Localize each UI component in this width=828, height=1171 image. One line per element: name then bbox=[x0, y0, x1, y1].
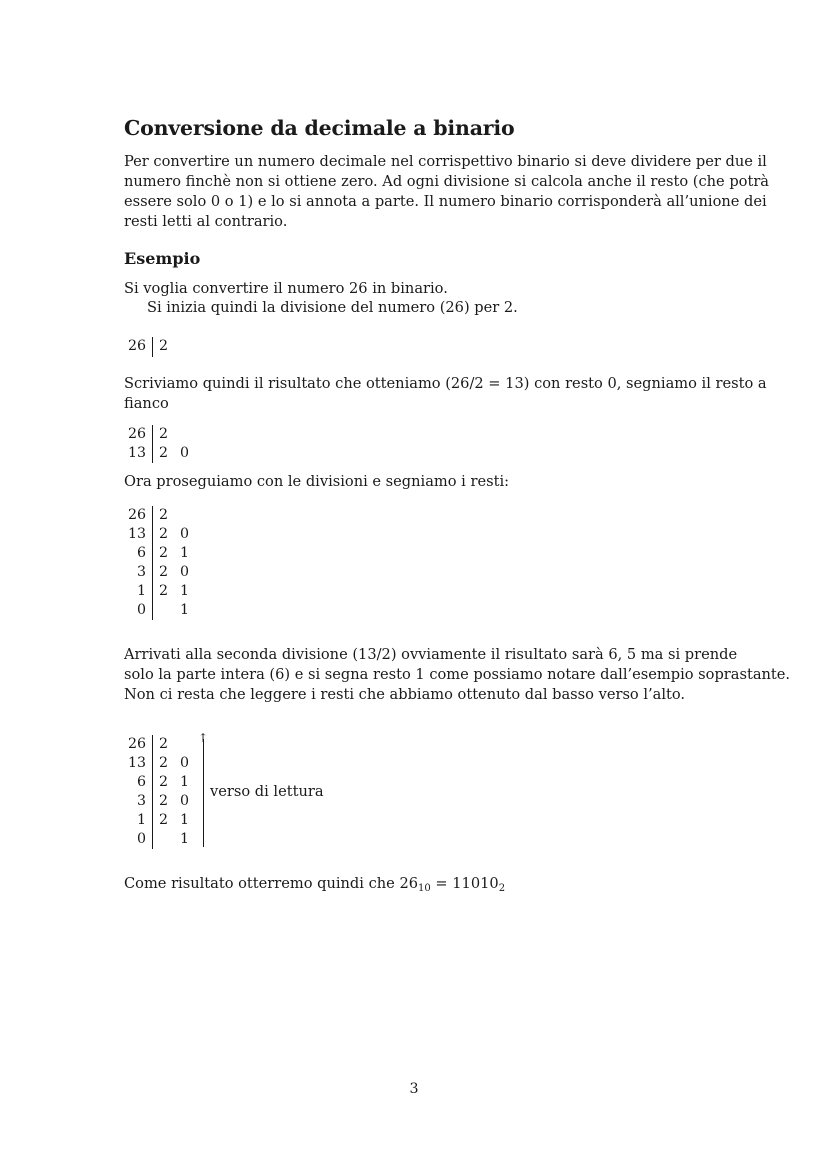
result-binary: 11010 bbox=[452, 875, 499, 892]
result-binary-base: 2 bbox=[498, 883, 506, 894]
section-title: Conversione da decimale a binario bbox=[124, 116, 515, 140]
result-line bbox=[124, 875, 505, 892]
dividend-cell: 6 bbox=[136, 545, 146, 561]
remainder-cell: 0 bbox=[180, 755, 190, 771]
result-prefix: Come risultato otterremo quindi che bbox=[124, 875, 400, 892]
division-bar bbox=[152, 337, 153, 357]
remainder-cell: 1 bbox=[180, 812, 190, 828]
division-bar bbox=[152, 506, 153, 620]
dividend-cell: 13 bbox=[127, 526, 146, 542]
intro-line: Per convertire un numero decimale nel corrispettivo binario si deve dividere per due il bbox=[124, 153, 767, 170]
divisor-cell: 2 bbox=[159, 445, 169, 461]
remainder-cell: 0 bbox=[180, 793, 190, 809]
result-equals: = bbox=[430, 875, 453, 892]
remainder-cell: 1 bbox=[180, 602, 190, 618]
dividend-cell: 1 bbox=[136, 583, 146, 599]
division-bar bbox=[152, 425, 153, 463]
example-heading: Esempio bbox=[124, 249, 201, 268]
dividend-cell: 26 bbox=[127, 736, 146, 752]
intro-line: resti letti al contrario. bbox=[124, 213, 288, 230]
example-line: Si inizia quindi la divisione del numero (26) per 2. bbox=[147, 299, 518, 316]
result-decimal: 26 bbox=[399, 875, 419, 892]
continue-line: Ora proseguiamo con le divisioni e segniamo i resti: bbox=[124, 473, 510, 490]
dividend-cell: 3 bbox=[136, 793, 146, 809]
divisor-cell: 2 bbox=[159, 583, 169, 599]
dividend-cell: 0 bbox=[136, 602, 146, 618]
divisor-cell: 2 bbox=[159, 545, 169, 561]
explain-line: Arrivati alla seconda divisione (13/2) ovviamente il risultato sarà 6, 5 ma si prende bbox=[124, 646, 738, 663]
remainder-cell: 1 bbox=[180, 774, 190, 790]
remainder-cell: 0 bbox=[180, 445, 190, 461]
divisor-cell: 2 bbox=[159, 774, 169, 790]
arrow-up-icon: ↑ bbox=[198, 731, 209, 745]
remainder-cell: 0 bbox=[180, 564, 190, 580]
explain-paragraph bbox=[124, 645, 791, 705]
intro-line: essere solo 0 o 1) e lo si annota a parte. Il numero binario corrisponderà all’unione dei bbox=[124, 193, 767, 210]
division-bar bbox=[152, 735, 153, 849]
intro-paragraph bbox=[124, 152, 769, 232]
step-paragraph bbox=[124, 374, 767, 414]
dividend-cell: 26 bbox=[127, 338, 146, 354]
dividend-cell: 26 bbox=[127, 507, 146, 523]
page-number: 3 bbox=[409, 1081, 419, 1097]
result-decimal-base: 10 bbox=[418, 883, 431, 894]
divisor-cell: 2 bbox=[159, 736, 169, 752]
dividend-cell: 26 bbox=[127, 426, 146, 442]
dividend-cell: 13 bbox=[127, 445, 146, 461]
dividend-cell: 13 bbox=[127, 755, 146, 771]
example-line: Si voglia convertire il numero 26 in binario. bbox=[124, 280, 448, 297]
remainder-cell: 1 bbox=[180, 545, 190, 561]
remainder-cell: 0 bbox=[180, 526, 190, 542]
divisor-cell: 2 bbox=[159, 526, 169, 542]
dividend-cell: 6 bbox=[136, 774, 146, 790]
dividend-cell: 3 bbox=[136, 564, 146, 580]
step-line: Scriviamo quindi il risultato che otteniamo (26/2 = 13) con resto 0, segniamo il resto a bbox=[124, 375, 767, 392]
remainder-cell: 1 bbox=[180, 831, 190, 847]
divisor-cell: 2 bbox=[159, 793, 169, 809]
explain-line: solo la parte intera (6) e si segna resto 1 come possiamo notare dall’esempio soprastante. bbox=[124, 666, 791, 683]
dividend-cell: 1 bbox=[136, 812, 146, 828]
intro-line: numero finchè non si ottiene zero. Ad ogni divisione si calcola anche il resto (che potrà bbox=[124, 173, 769, 190]
explain-line: Non ci resta che leggere i resti che abbiamo ottenuto dal basso verso l’alto. bbox=[124, 686, 686, 703]
divisor-cell: 2 bbox=[159, 755, 169, 771]
reading-arrow-line bbox=[203, 739, 204, 847]
reading-direction-label: verso di lettura bbox=[210, 783, 324, 800]
remainder-cell: 1 bbox=[180, 583, 190, 599]
divisor-cell: 2 bbox=[159, 812, 169, 828]
divisor-cell: 2 bbox=[159, 507, 169, 523]
divisor-cell: 2 bbox=[159, 338, 169, 354]
divisor-cell: 2 bbox=[159, 564, 169, 580]
divisor-cell: 2 bbox=[159, 426, 169, 442]
step-line: fianco bbox=[124, 395, 169, 412]
dividend-cell: 0 bbox=[136, 831, 146, 847]
